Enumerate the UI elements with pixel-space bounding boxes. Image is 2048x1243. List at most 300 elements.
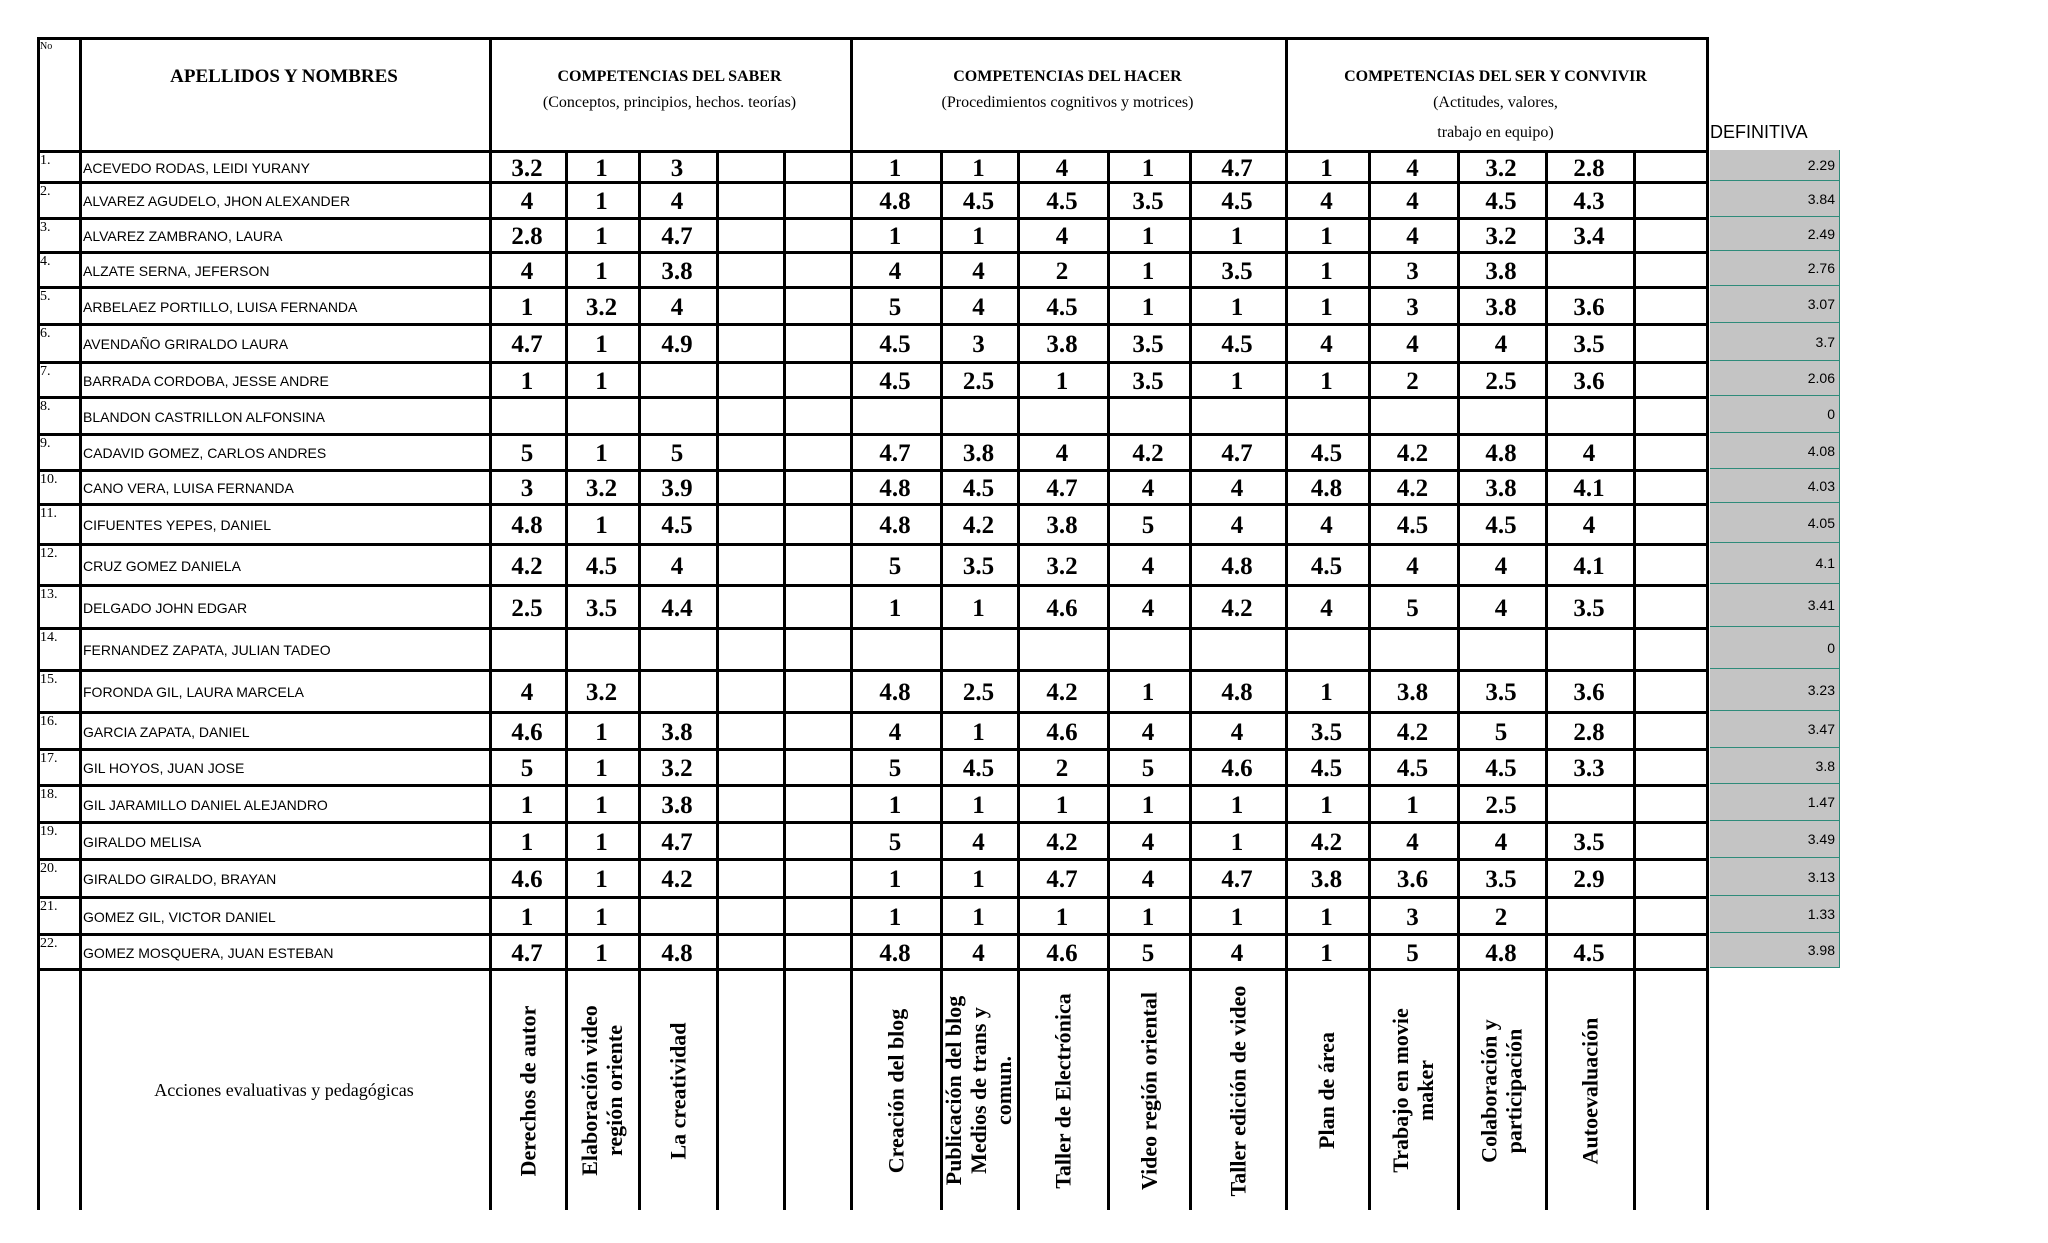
grade-cell: 2 xyxy=(1494,904,1508,931)
row-divider xyxy=(37,323,1706,326)
grade-cell: 4.8 xyxy=(879,940,911,967)
activity-label xyxy=(638,976,716,1205)
student-number: 18. xyxy=(40,787,58,802)
grade-cell: 3.9 xyxy=(661,475,693,502)
grade-cell: 4 xyxy=(670,553,684,580)
grade-cell: 5 xyxy=(1494,719,1508,746)
grade-cell: 1 xyxy=(1230,294,1244,321)
grade-cell: 5 xyxy=(1141,755,1155,782)
grade-cell: 3.8 xyxy=(1485,258,1517,285)
grade-cell: 1 xyxy=(595,223,608,250)
grade-cell: 4 xyxy=(1320,595,1333,622)
student-number: 22. xyxy=(40,936,58,951)
grade-cell: 2.8 xyxy=(511,223,543,250)
grade-cell: 2.8 xyxy=(1573,719,1605,746)
student-name: ACEVEDO RODAS, LEIDI YURANY xyxy=(83,160,310,176)
student-number: 5. xyxy=(40,289,51,304)
grade-cell: 4.8 xyxy=(879,679,911,706)
grade-cell: 4 xyxy=(520,258,534,285)
grade-cell: 1 xyxy=(1320,368,1333,395)
grade-cell: 4.5 xyxy=(962,188,995,215)
grade-cell: 1 xyxy=(1141,155,1155,182)
grade-cell: 3.5 xyxy=(1132,368,1164,395)
grade-cell: 1 xyxy=(972,792,985,819)
definitiva-cell: 3.84 xyxy=(1710,181,1840,217)
grade-cell: 1 xyxy=(520,904,534,931)
grade-cell: 4 xyxy=(1494,331,1508,358)
definitiva-cell: 3.8 xyxy=(1710,748,1840,784)
grade-cell: 1 xyxy=(595,440,608,467)
grade-cell: 4.5 xyxy=(879,368,911,395)
grade-cell: 4.5 xyxy=(1310,755,1343,782)
grade-cell: 1 xyxy=(1055,904,1069,931)
grade-cell: 1 xyxy=(595,331,608,358)
grade-cell: 4 xyxy=(972,940,985,967)
grade-cell: 3.5 xyxy=(1573,829,1605,856)
grade-cell: 4.7 xyxy=(1221,155,1253,182)
grade-cell: 4.6 xyxy=(1046,940,1078,967)
activity-label-line: Trabajo en movie xyxy=(1387,1008,1413,1173)
definitiva-cell: 2.76 xyxy=(1710,251,1840,286)
grade-cell: 3.5 xyxy=(1573,331,1605,358)
activity-label xyxy=(850,976,940,1205)
grade-cell: 1 xyxy=(1141,223,1155,250)
grade-cell: 4 xyxy=(1141,829,1155,856)
student-name: ALVAREZ AGUDELO, JHON ALEXANDER xyxy=(83,193,351,209)
row-divider xyxy=(37,584,1706,587)
grade-cell: 1 xyxy=(888,155,902,182)
grade-cell: 1 xyxy=(1141,258,1155,285)
grade-cell: 5 xyxy=(888,829,902,856)
definitiva-cell: 4.03 xyxy=(1710,469,1840,503)
student-name: BLANDON CASTRILLON ALFONSINA xyxy=(83,409,325,425)
grade-cell: 4.5 xyxy=(1485,188,1517,215)
activity-label xyxy=(1633,976,1706,1205)
grade-cell: 1 xyxy=(1406,792,1419,819)
grade-cell: 4 xyxy=(1141,553,1155,580)
grade-cell: 4.5 xyxy=(1485,512,1517,539)
grade-cell: 4.8 xyxy=(1221,679,1253,706)
activity-label-line: Video región oriental xyxy=(1135,991,1161,1190)
grade-cell: 1 xyxy=(1320,679,1333,706)
activity-label-line: maker xyxy=(1412,1059,1438,1122)
grade-cell: 4.7 xyxy=(879,440,911,467)
grade-cell: 4 xyxy=(520,188,534,215)
row-divider xyxy=(37,433,1706,436)
definitiva-cell: 2.29 xyxy=(1710,150,1840,181)
grade-cell: 3.2 xyxy=(585,294,618,321)
definitiva-cell: 3.41 xyxy=(1710,584,1840,627)
student-number: 11. xyxy=(40,506,57,521)
grade-cell: 4 xyxy=(888,719,902,746)
grade-cell: 4.8 xyxy=(879,512,911,539)
student-name: CANO VERA, LUISA FERNANDA xyxy=(83,480,294,496)
row-divider xyxy=(37,784,1706,787)
grade-cell: 4.5 xyxy=(1396,755,1429,782)
grade-cell: 5 xyxy=(520,755,534,782)
grade-cell: 1 xyxy=(595,719,608,746)
grade-cell: 4.2 xyxy=(962,512,995,539)
grade-cell: 4.9 xyxy=(661,331,693,358)
grade-cell: 3.2 xyxy=(1485,155,1517,182)
student-name: FORONDA GIL, LAURA MARCELA xyxy=(83,684,304,700)
definitiva-cell: 1.47 xyxy=(1710,784,1840,821)
grade-cell: 4 xyxy=(1494,553,1508,580)
grade-cell: 2.9 xyxy=(1573,866,1605,893)
grade-cell: 4.5 xyxy=(962,475,995,502)
grade-cell: 3.5 xyxy=(1132,331,1164,358)
student-name: DELGADO JOHN EDGAR xyxy=(83,600,248,616)
definitiva-cell: 1.33 xyxy=(1710,896,1840,933)
grade-cell: 3.5 xyxy=(962,553,995,580)
grade-cell: 3 xyxy=(520,475,534,502)
grade-cell: 4.5 xyxy=(1310,440,1343,467)
grade-cell: 3.5 xyxy=(1310,719,1343,746)
student-number: 15. xyxy=(40,672,58,687)
row-divider xyxy=(37,361,1706,364)
grade-cell: 4.6 xyxy=(511,719,543,746)
grade-cell: 4.2 xyxy=(1221,595,1253,622)
grade-cell: 5 xyxy=(1141,940,1155,967)
grade-cell: 2 xyxy=(1406,368,1419,395)
grade-cell: 1 xyxy=(1141,792,1155,819)
grade-cell: 1 xyxy=(595,258,608,285)
student-name: BARRADA CORDOBA, JESSE ANDRE xyxy=(83,373,329,389)
grade-cell: 3.5 xyxy=(585,595,618,622)
activity-label-line: La creatividad xyxy=(664,1021,690,1160)
row-divider xyxy=(37,896,1706,899)
grade-cell: 1 xyxy=(595,792,608,819)
student-name: ALVAREZ ZAMBRANO, LAURA xyxy=(83,228,283,244)
grade-cell: 4 xyxy=(1230,719,1244,746)
grade-cell: 4.8 xyxy=(1310,475,1343,502)
grade-cell: 4.5 xyxy=(1221,188,1253,215)
grade-cell: 4 xyxy=(1406,223,1419,250)
grade-cell: 3.8 xyxy=(1046,331,1078,358)
grade-cell: 4 xyxy=(972,294,985,321)
activity-label xyxy=(940,976,1017,1205)
grade-cell: 1 xyxy=(888,792,902,819)
grade-cell: 4.5 xyxy=(879,331,911,358)
grade-cell: 4.2 xyxy=(1396,440,1429,467)
grade-cell: 3.8 xyxy=(1485,294,1517,321)
grade-cell: 3.8 xyxy=(1396,679,1429,706)
grade-cell: 3 xyxy=(1406,258,1419,285)
grade-cell: 4.5 xyxy=(661,512,693,539)
grade-cell: 4.2 xyxy=(661,866,693,893)
grade-cell: 4 xyxy=(1141,475,1155,502)
grade-cell: 4.7 xyxy=(1221,866,1253,893)
grade-cell: 3.4 xyxy=(1573,223,1605,250)
grade-cell: 3.2 xyxy=(1046,553,1078,580)
grade-cell: 3.8 xyxy=(1485,475,1517,502)
activity-label xyxy=(1368,976,1457,1205)
grade-cell: 4 xyxy=(1320,331,1333,358)
grade-cell: 1 xyxy=(1055,792,1069,819)
definitiva-cell: 3.98 xyxy=(1710,933,1840,968)
grade-cell: 5 xyxy=(670,440,684,467)
student-number: 17. xyxy=(40,751,58,766)
grade-cell: 5 xyxy=(1141,512,1155,539)
grade-cell: 4 xyxy=(1230,475,1244,502)
row-divider xyxy=(37,821,1706,824)
row-divider xyxy=(37,150,1706,153)
grade-cell: 1 xyxy=(1320,155,1333,182)
grade-cell: 1 xyxy=(520,829,534,856)
row-divider xyxy=(37,933,1706,936)
activity-label-line: Medios de trans y xyxy=(966,1007,991,1174)
student-number: 12. xyxy=(40,546,58,561)
grade-cell: 4.7 xyxy=(1046,475,1078,502)
grade-cell: 1 xyxy=(1230,792,1244,819)
student-number: 20. xyxy=(40,861,58,876)
grade-cell: 1 xyxy=(1230,368,1244,395)
row-divider xyxy=(37,251,1706,254)
grade-cell: 1 xyxy=(1320,223,1333,250)
grade-cell: 1 xyxy=(520,294,534,321)
activity-label-line: Taller de Electrónica xyxy=(1049,992,1075,1189)
activity-label-line: Taller edición de video xyxy=(1224,985,1250,1196)
grade-cell: 3.2 xyxy=(661,755,693,782)
definitiva-cell: 3.7 xyxy=(1710,323,1840,361)
activity-label xyxy=(1189,976,1285,1205)
grade-cell: 1 xyxy=(520,792,534,819)
student-number: 7. xyxy=(40,364,51,379)
table-top-border xyxy=(37,37,1706,40)
grade-cell: 4 xyxy=(972,258,985,285)
row-divider xyxy=(37,503,1706,506)
activity-label-line: Derechos de autor xyxy=(514,1005,540,1176)
grade-cell: 5 xyxy=(520,440,534,467)
grade-cell: 3.8 xyxy=(661,792,693,819)
grade-cell: 4 xyxy=(1055,223,1069,250)
definitiva-cell: 0 xyxy=(1710,627,1840,669)
grade-cell: 4.8 xyxy=(879,475,911,502)
grade-cell: 3.8 xyxy=(1046,512,1078,539)
grade-cell: 4 xyxy=(1320,512,1333,539)
student-number: 1. xyxy=(40,153,51,168)
grade-cell: 1 xyxy=(595,188,608,215)
grade-cell: 4.4 xyxy=(661,595,693,622)
activity-label-line: Colaboración y xyxy=(1476,1018,1501,1163)
student-name: GOMEZ MOSQUERA, JUAN ESTEBAN xyxy=(83,945,334,961)
row-divider xyxy=(37,858,1706,861)
grade-cell: 4.7 xyxy=(661,829,693,856)
grade-cell: 3 xyxy=(1406,294,1419,321)
definitiva-cell: 4.05 xyxy=(1710,503,1840,543)
grade-cell: 4.2 xyxy=(1046,829,1078,856)
grade-cell: 3.5 xyxy=(1132,188,1164,215)
grade-cell: 1 xyxy=(972,223,985,250)
grade-cell: 1 xyxy=(595,904,608,931)
grade-cell: 5 xyxy=(888,553,902,580)
grade-cell: 1 xyxy=(1320,940,1333,967)
competency-group-subtitle: trabajo en equipo) xyxy=(1437,124,1554,141)
row-divider xyxy=(37,748,1706,751)
grade-cell: 3 xyxy=(670,155,684,182)
grade-cell: 4 xyxy=(1055,155,1069,182)
grade-cell: 4 xyxy=(1141,719,1155,746)
grade-cell: 2.5 xyxy=(511,595,543,622)
row-divider xyxy=(37,711,1706,714)
grade-cell: 4 xyxy=(1141,866,1155,893)
student-number: 19. xyxy=(40,824,58,839)
grade-cell: 5 xyxy=(888,294,902,321)
grade-cell: 1 xyxy=(1141,294,1155,321)
row-divider xyxy=(37,396,1706,399)
student-name: CADAVID GOMEZ, CARLOS ANDRES xyxy=(83,445,327,461)
grade-cell: 4.7 xyxy=(661,223,693,250)
definitiva-cell: 3.13 xyxy=(1710,858,1840,896)
grade-cell: 4.8 xyxy=(1485,440,1517,467)
grade-cell: 4.2 xyxy=(511,553,543,580)
grade-cell: 1 xyxy=(888,223,902,250)
grade-cell: 4.2 xyxy=(1396,475,1429,502)
grade-cell: 3.2 xyxy=(585,679,618,706)
grade-cell: 4.5 xyxy=(1221,331,1253,358)
grade-cell: 4.8 xyxy=(1485,940,1517,967)
grade-cell: 1 xyxy=(972,595,985,622)
student-name: GARCIA ZAPATA, DANIEL xyxy=(83,724,250,740)
definitiva-cell: 3.23 xyxy=(1710,669,1840,711)
grade-cell: 4.5 xyxy=(1046,188,1078,215)
grade-cell: 4.2 xyxy=(1132,440,1164,467)
grade-cell: 4.7 xyxy=(1221,440,1253,467)
grade-cell: 4.5 xyxy=(1396,512,1429,539)
grade-cell: 1 xyxy=(1141,904,1155,931)
student-name: ARBELAEZ PORTILLO, LUISA FERNANDA xyxy=(83,299,358,315)
student-name: GIRALDO MELISA xyxy=(83,834,202,850)
student-number: 16. xyxy=(40,714,58,729)
grade-cell: 4 xyxy=(1230,512,1244,539)
definitiva-cell: 4.1 xyxy=(1710,543,1840,584)
row-divider xyxy=(37,968,1706,971)
student-name: CRUZ GOMEZ DANIELA xyxy=(83,558,241,574)
grade-cell: 1 xyxy=(888,595,902,622)
grade-cell: 1 xyxy=(1230,223,1244,250)
grade-cell: 2.8 xyxy=(1573,155,1605,182)
grade-cell: 4.5 xyxy=(1046,294,1078,321)
student-number: 2. xyxy=(40,184,51,199)
grade-cell: 4.8 xyxy=(879,188,911,215)
activity-label xyxy=(565,976,638,1205)
definitiva-cell: 2.06 xyxy=(1710,361,1840,396)
activity-label-line: Plan de área xyxy=(1314,1032,1339,1149)
grade-cell: 1 xyxy=(1055,368,1069,395)
grade-cell: 3.5 xyxy=(1573,595,1605,622)
grade-cell: 3.3 xyxy=(1573,755,1605,782)
activity-label xyxy=(1457,976,1545,1205)
grade-cell: 1 xyxy=(1320,792,1333,819)
column-divider xyxy=(37,37,40,1210)
grade-cell: 3.5 xyxy=(1485,866,1517,893)
activity-label xyxy=(716,976,783,1205)
student-name: GIL HOYOS, JUAN JOSE xyxy=(83,760,245,776)
grade-cell: 4.3 xyxy=(1573,188,1605,215)
grade-cell: 1 xyxy=(972,155,985,182)
grade-cell: 1 xyxy=(972,866,985,893)
grade-cell: 4.6 xyxy=(511,866,543,893)
activity-label-line: participación xyxy=(1501,1028,1526,1153)
grade-cell: 4.8 xyxy=(511,512,543,539)
grade-cell: 4 xyxy=(1406,829,1419,856)
grade-cell: 1 xyxy=(595,512,608,539)
definitiva-cell: 3.47 xyxy=(1710,711,1840,748)
activity-label xyxy=(489,976,565,1205)
student-number: 13. xyxy=(40,587,58,602)
student-name: GIRALDO GIRALDO, BRAYAN xyxy=(83,871,277,887)
student-number: 9. xyxy=(40,436,51,451)
definitiva-cell: 2.49 xyxy=(1710,217,1840,251)
student-number: 8. xyxy=(40,399,51,414)
student-number: 21. xyxy=(40,899,58,914)
grade-cell: 5 xyxy=(888,755,902,782)
student-number: 3. xyxy=(40,220,51,235)
grade-cell: 4.2 xyxy=(1396,719,1429,746)
row-divider xyxy=(37,627,1706,630)
grade-cell: 2.5 xyxy=(1485,792,1517,819)
student-number: 14. xyxy=(40,630,58,645)
competency-group-subtitle: (Conceptos, principios, hechos. teorías) xyxy=(542,94,797,111)
activity-label-line: Creación del blog xyxy=(882,1008,908,1173)
grade-cell: 3.6 xyxy=(1396,866,1429,893)
grade-cell: 4 xyxy=(1320,188,1333,215)
row-divider xyxy=(37,543,1706,546)
column-divider xyxy=(1706,37,1709,1210)
grade-cell: 1 xyxy=(1230,904,1244,931)
grade-cell: 1 xyxy=(972,719,985,746)
grade-cell: 1 xyxy=(520,368,534,395)
grade-cell: 4.5 xyxy=(1485,755,1517,782)
grade-cell: 1 xyxy=(972,904,985,931)
grade-cell: 3.8 xyxy=(1310,866,1343,893)
grade-cell: 4.6 xyxy=(1221,755,1253,782)
definitiva-cell: 4.08 xyxy=(1710,433,1840,469)
student-name: GOMEZ GIL, VICTOR DANIEL xyxy=(83,909,276,925)
student-number: 6. xyxy=(40,326,51,341)
competency-group-subtitle: (Actitudes, valores, xyxy=(1433,94,1558,111)
grade-cell: 4.5 xyxy=(1310,553,1343,580)
grade-cell: 1 xyxy=(1320,294,1333,321)
activity-label xyxy=(1107,976,1189,1205)
definitiva-cell: 3.07 xyxy=(1710,286,1840,323)
grade-cell: 3.2 xyxy=(511,155,543,182)
grade-cell: 1 xyxy=(1141,679,1155,706)
grade-cell: 4.1 xyxy=(1573,553,1605,580)
grade-cell: 4.6 xyxy=(1046,595,1078,622)
grade-cell: 1 xyxy=(888,904,902,931)
grade-cell: 3 xyxy=(972,331,985,358)
student-number: 4. xyxy=(40,254,51,269)
activity-label xyxy=(783,976,850,1205)
activity-label-line: Elaboración video xyxy=(576,1005,602,1176)
grade-cell: 4.7 xyxy=(511,331,543,358)
grade-cell: 4 xyxy=(1406,188,1419,215)
activity-label-line: Publicación del blog xyxy=(941,995,966,1186)
grade-cell: 3.8 xyxy=(962,440,995,467)
actions-label: Acciones evaluativas y pedagógicas xyxy=(154,1080,414,1100)
activity-label-line: comun. xyxy=(991,1055,1016,1126)
grade-cell: 3.8 xyxy=(661,258,693,285)
grade-cell: 4.5 xyxy=(1573,940,1605,967)
competency-group-title: COMPETENCIAS DEL SABER xyxy=(557,68,782,85)
grade-cell: 3.2 xyxy=(585,475,618,502)
grade-cell: 3.6 xyxy=(1573,679,1605,706)
grade-cell: 2 xyxy=(1055,755,1069,782)
grade-cell: 4.7 xyxy=(1046,866,1078,893)
grade-cell: 2 xyxy=(1055,258,1069,285)
student-name: CIFUENTES YEPES, DANIEL xyxy=(83,517,272,533)
